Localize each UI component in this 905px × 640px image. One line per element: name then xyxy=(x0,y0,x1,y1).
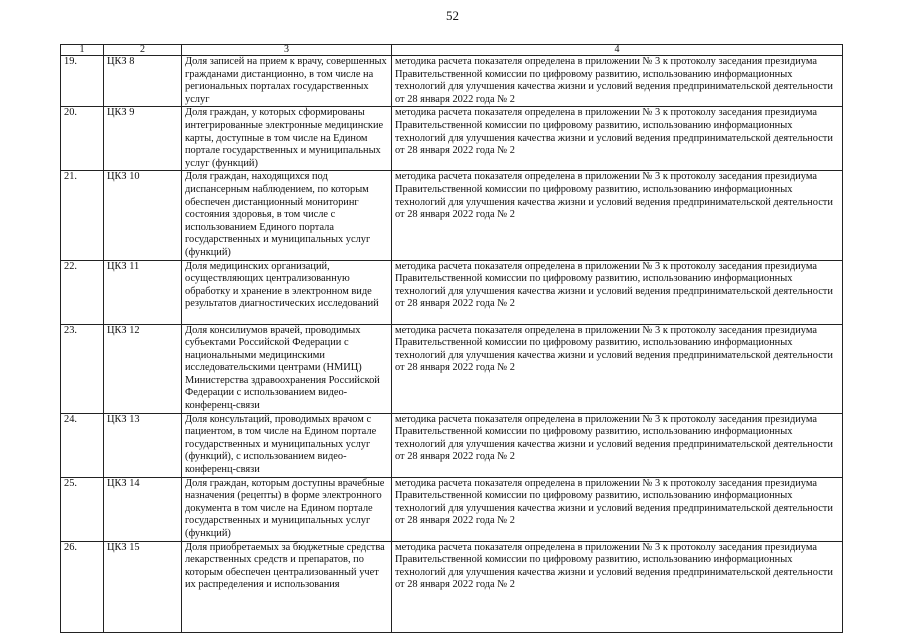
indicator-method: методика расчета показателя определена в приложении № 3 к протоколу заседания президиума Правительственной комиссии по цифровому развитию, использованию информационных технологий для улучшения качества жизни и условий ведения предпринимательской деятельности от 28 января 2022 года № 2 xyxy=(392,541,843,632)
indicator-name: Доля приобретаемых за бюджетные средства лекарственных средств и препаратов, по которым обеспечен централизованный учет их распределения и использования xyxy=(182,541,392,632)
header-col-4: 4 xyxy=(392,45,843,56)
indicator-name: Доля граждан, у которых сформированы интегрированные электронные медицинские карты, доступные в том числе на Едином портале государственных и муниципальных услуг (функций) xyxy=(182,107,392,171)
indicator-name: Доля консультаций, проводимых врачом с пациентом, в том числе на Едином портале государственных и муниципальных услуг (функций), с использованием видео-конференц-связи xyxy=(182,413,392,477)
table-row xyxy=(61,541,843,632)
header-col-3: 3 xyxy=(182,45,392,56)
table-row xyxy=(61,260,843,324)
indicator-code: ЦКЗ 11 xyxy=(104,260,182,324)
indicators-table xyxy=(60,44,843,633)
table-row xyxy=(61,56,843,107)
indicator-name: Доля медицинских организаций, осуществляющих централизованную обработку и хранение в электронном виде результатов диагностических исследований xyxy=(182,260,392,324)
table-row xyxy=(61,171,843,260)
page-number: 52 xyxy=(446,8,459,23)
indicator-method: методика расчета показателя определена в приложении № 3 к протоколу заседания президиума Правительственной комиссии по цифровому развитию, использованию информационных технологий для улучшения качества жизни и условий ведения предпринимательской деятельности от 28 января 2022 года № 2 xyxy=(392,56,843,107)
indicator-method: методика расчета показателя определена в приложении № 3 к протоколу заседания президиума Правительственной комиссии по цифровому развитию, использованию информационных технологий для улучшения качества жизни и условий ведения предпринимательской деятельности от 28 января 2022 года № 2 xyxy=(392,324,843,413)
indicator-code: ЦКЗ 9 xyxy=(104,107,182,171)
table-row xyxy=(61,107,843,171)
table-row xyxy=(61,477,843,541)
indicator-code: ЦКЗ 13 xyxy=(104,413,182,477)
row-number: 20. xyxy=(61,107,104,171)
indicator-code: ЦКЗ 12 xyxy=(104,324,182,413)
indicator-code: ЦКЗ 14 xyxy=(104,477,182,541)
table-header-row xyxy=(61,45,843,56)
row-number: 23. xyxy=(61,324,104,413)
indicator-name: Доля граждан, находящихся под диспансерным наблюдением, по которым обеспечен дистанционный мониторинг состояния здоровья, в том числе с использованием Единого портала государственных и муниципальных услуг (функций) xyxy=(182,171,392,260)
table-row xyxy=(61,324,843,413)
indicator-code: ЦКЗ 15 xyxy=(104,541,182,632)
indicator-name: Доля граждан, которым доступны врачебные назначения (рецепты) в форме электронного документа в том числе на Едином портале государственных и муниципальных услуг (функций) xyxy=(182,477,392,541)
indicator-method: методика расчета показателя определена в приложении № 3 к протоколу заседания президиума Правительственной комиссии по цифровому развитию, использованию информационных технологий для улучшения качества жизни и условий ведения предпринимательской деятельности от 28 января 2022 года № 2 xyxy=(392,171,843,260)
row-number: 21. xyxy=(61,171,104,260)
indicator-method: методика расчета показателя определена в приложении № 3 к протоколу заседания президиума Правительственной комиссии по цифровому развитию, использованию информационных технологий для улучшения качества жизни и условий ведения предпринимательской деятельности от 28 января 2022 года № 2 xyxy=(392,107,843,171)
header-col-1: 1 xyxy=(61,45,104,56)
header-col-2: 2 xyxy=(104,45,182,56)
indicator-name: Доля записей на прием к врачу, совершенных гражданами дистанционно, в том числе на региональных порталах государственных услуг xyxy=(182,56,392,107)
table-row xyxy=(61,413,843,477)
row-number: 22. xyxy=(61,260,104,324)
indicator-method: методика расчета показателя определена в приложении № 3 к протоколу заседания президиума Правительственной комиссии по цифровому развитию, использованию информационных технологий для улучшения качества жизни и условий ведения предпринимательской деятельности от 28 января 2022 года № 2 xyxy=(392,260,843,324)
row-number: 24. xyxy=(61,413,104,477)
indicator-code: ЦКЗ 8 xyxy=(104,56,182,107)
row-number: 19. xyxy=(61,56,104,107)
indicator-method: методика расчета показателя определена в приложении № 3 к протоколу заседания президиума Правительственной комиссии по цифровому развитию, использованию информационных технологий для улучшения качества жизни и условий ведения предпринимательской деятельности от 28 января 2022 года № 2 xyxy=(392,477,843,541)
indicator-name: Доля консилиумов врачей, проводимых субъектами Российской Федерации с национальными медицинскими исследовательскими центрами (НМИЦ) Министерства здравоохранения Российской Федерации с использованием видео-конференц-связи xyxy=(182,324,392,413)
row-number: 26. xyxy=(61,541,104,632)
indicator-code: ЦКЗ 10 xyxy=(104,171,182,260)
row-number: 25. xyxy=(61,477,104,541)
indicator-method: методика расчета показателя определена в приложении № 3 к протоколу заседания президиума Правительственной комиссии по цифровому развитию, использованию информационных технологий для улучшения качества жизни и условий ведения предпринимательской деятельности от 28 января 2022 года № 2 xyxy=(392,413,843,477)
